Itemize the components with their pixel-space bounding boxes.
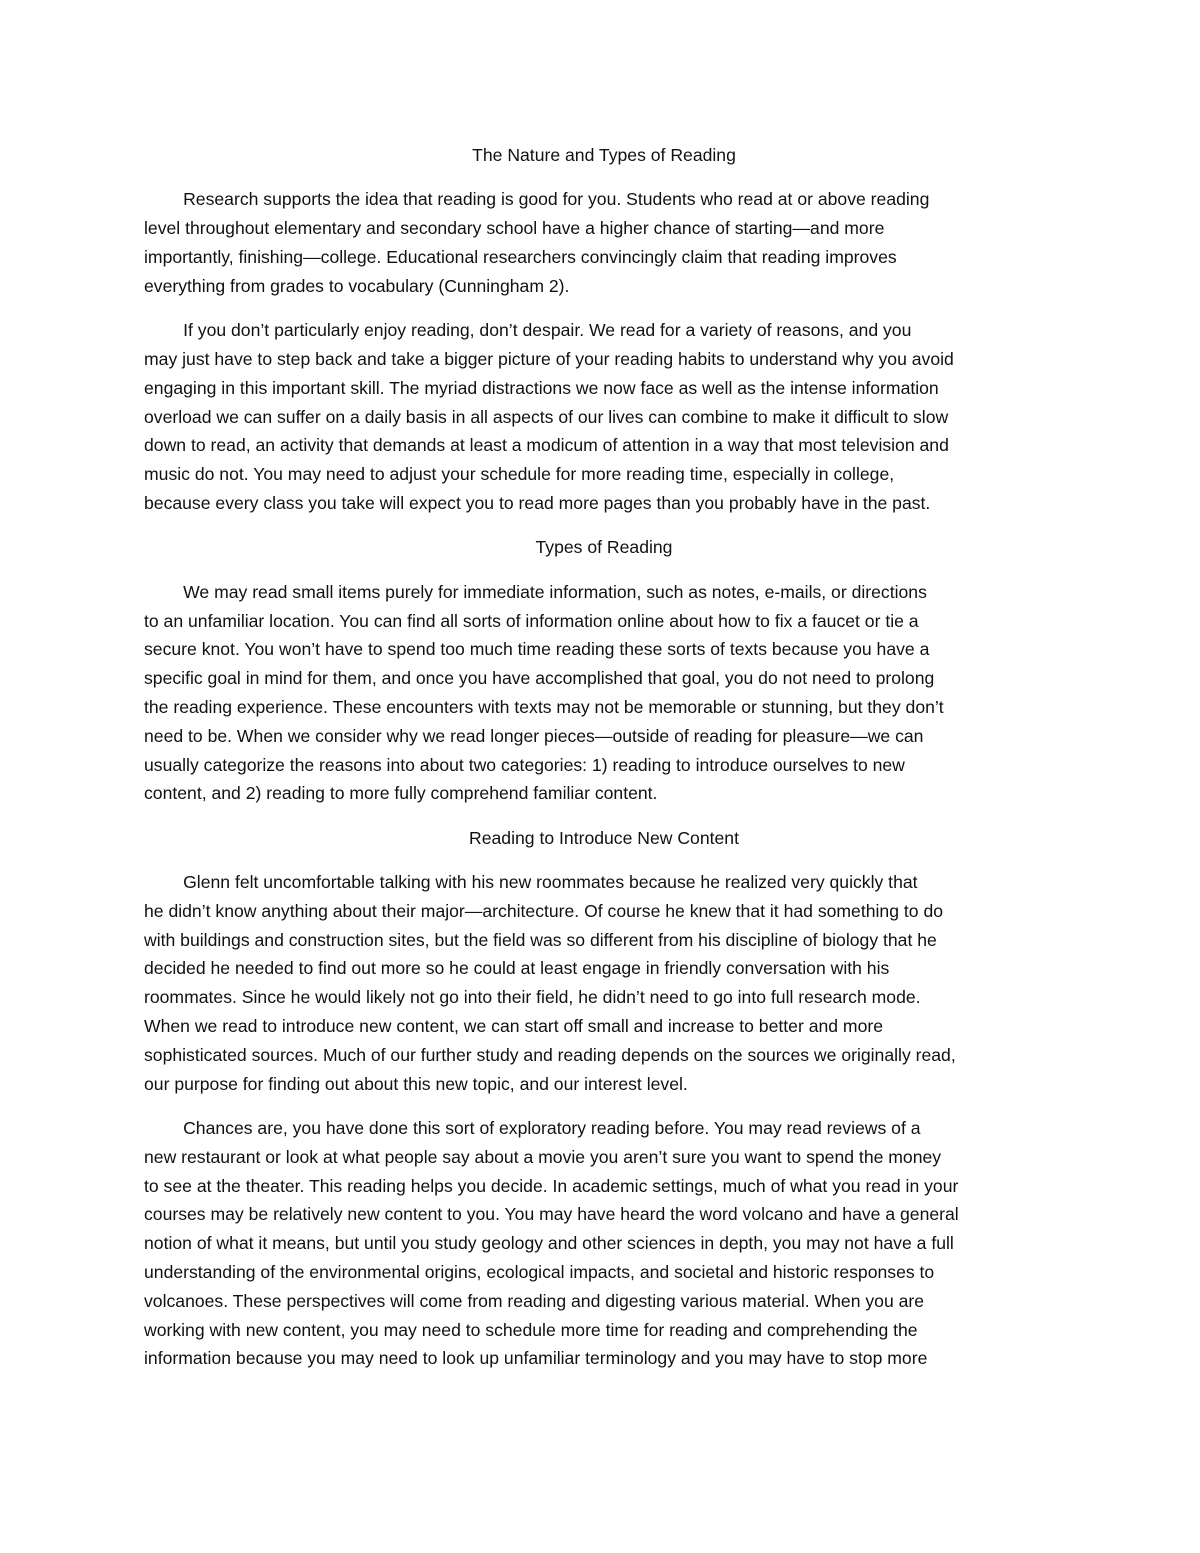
paragraph-line: everything from grades to vocabulary (Cunningham 2). bbox=[144, 275, 570, 296]
paragraph-line: to see at the theater. This reading helps you decide. In academic settings, much of what you read in your bbox=[144, 1175, 959, 1196]
spacer bbox=[144, 518, 1064, 534]
paragraph-line: with buildings and construction sites, but the field was so different from his discipline of biology that he bbox=[144, 929, 937, 950]
paragraph-line: Glenn felt uncomfortable talking with his new roommates because he realized very quickly that bbox=[144, 872, 918, 893]
paragraph-line: content, and 2) reading to more fully comprehend familiar content. bbox=[144, 783, 658, 804]
paragraph-line: importantly, finishing—college. Educational researchers convincingly claim that reading improves bbox=[144, 246, 897, 267]
paragraph-line: usually categorize the reasons into about two categories: 1) reading to introduce ourselves to new bbox=[144, 754, 905, 775]
paragraph-line: Research supports the idea that reading is good for you. Students who read at or above reading bbox=[144, 189, 930, 210]
paragraph-line: he didn’t know anything about their major—architecture. Of course he knew that it had something to do bbox=[144, 900, 944, 921]
paragraph-line: level throughout elementary and secondary school have a higher chance of starting—and more bbox=[144, 218, 885, 239]
paragraph-line: roommates. Since he would likely not go into their field, he didn’t need to go into full research mode. bbox=[144, 987, 921, 1008]
document-body bbox=[144, 141, 1064, 1373]
paragraph-line: courses may be relatively new content to you. You may have heard the word volcano and have a general bbox=[144, 1204, 959, 1225]
paragraph-line: down to read, an activity that demands at least a modicum of attention in a way that most television and bbox=[144, 435, 949, 456]
paragraph-1 bbox=[144, 185, 1064, 300]
spacer bbox=[144, 1098, 1064, 1114]
paragraph-line: our purpose for finding out about this new topic, and our interest level. bbox=[144, 1073, 688, 1094]
paragraph-line: decided he needed to find out more so he could at least engage in friendly conversation with his bbox=[144, 958, 890, 979]
paragraph-line: When we read to introduce new content, we can start off small and increase to better and more bbox=[144, 1016, 884, 1037]
paragraph-line: overload we can suffer on a daily basis in all aspects of our lives can combine to make it difficult to slow bbox=[144, 406, 949, 427]
paragraph-line: the reading experience. These encounters with texts may not be memorable or stunning, but they don’t bbox=[144, 696, 944, 717]
paragraph-line: music do not. You may need to adjust your schedule for more reading time, especially in college, bbox=[144, 464, 895, 485]
paragraph-line: secure knot. You won’t have to spend too much time reading these sorts of texts because you have a bbox=[144, 639, 930, 660]
paragraph-line: If you don’t particularly enjoy reading, don’t despair. We read for a variety of reasons, and you bbox=[144, 320, 912, 341]
paragraph-2 bbox=[144, 316, 1064, 518]
paragraph-line: specific goal in mind for them, and once you have accomplished that goal, you do not need to prolong bbox=[144, 668, 935, 689]
paragraph-line: sophisticated sources. Much of our further study and reading depends on the sources we originally read, bbox=[144, 1044, 956, 1065]
paragraph-line: to an unfamiliar location. You can find all sorts of information online about how to fix a faucet or tie a bbox=[144, 610, 919, 631]
paragraph-line: need to be. When we consider why we read longer pieces—outside of reading for pleasure—we can bbox=[144, 725, 924, 746]
spacer bbox=[144, 170, 1064, 186]
paragraph-line: notion of what it means, but until you study geology and other sciences in depth, you may not have a full bbox=[144, 1233, 954, 1254]
paragraph-line: understanding of the environmental origins, ecological impacts, and societal and historic responses to bbox=[144, 1262, 935, 1283]
spacer bbox=[144, 853, 1064, 869]
spacer bbox=[144, 808, 1064, 824]
paragraph-line: because every class you take will expect you to read more pages than you probably have in the past. bbox=[144, 492, 931, 513]
paragraph-line: may just have to step back and take a bigger picture of your reading habits to understand why you avoid bbox=[144, 348, 954, 369]
paragraph-line: information because you may need to look up unfamiliar terminology and you may have to stop more bbox=[144, 1348, 928, 1369]
spacer bbox=[144, 562, 1064, 578]
paragraph-5 bbox=[144, 1114, 1064, 1373]
document-title: The Nature and Types of Reading bbox=[472, 145, 736, 165]
paragraph-line: volcanoes. These perspectives will come from reading and digesting various material. When you are bbox=[144, 1290, 925, 1311]
spacer bbox=[144, 301, 1064, 317]
paragraph-3 bbox=[144, 578, 1064, 808]
paragraph-line: We may read small items purely for immediate information, such as notes, e-mails, or directions bbox=[144, 581, 927, 602]
paragraph-4 bbox=[144, 868, 1064, 1098]
paragraph-line: engaging in this important skill. The myriad distractions we now face as well as the intense information bbox=[144, 377, 939, 398]
paragraph-line: Chances are, you have done this sort of exploratory reading before. You may read reviews of a bbox=[144, 1118, 921, 1139]
section-heading-new-content: Reading to Introduce New Content bbox=[469, 827, 739, 848]
paragraph-line: working with new content, you may need to schedule more time for reading and comprehending the bbox=[144, 1319, 918, 1340]
paragraph-line: new restaurant or look at what people say about a movie you aren’t sure you want to spend the money bbox=[144, 1146, 942, 1167]
section-heading-types: Types of Reading bbox=[535, 537, 673, 558]
